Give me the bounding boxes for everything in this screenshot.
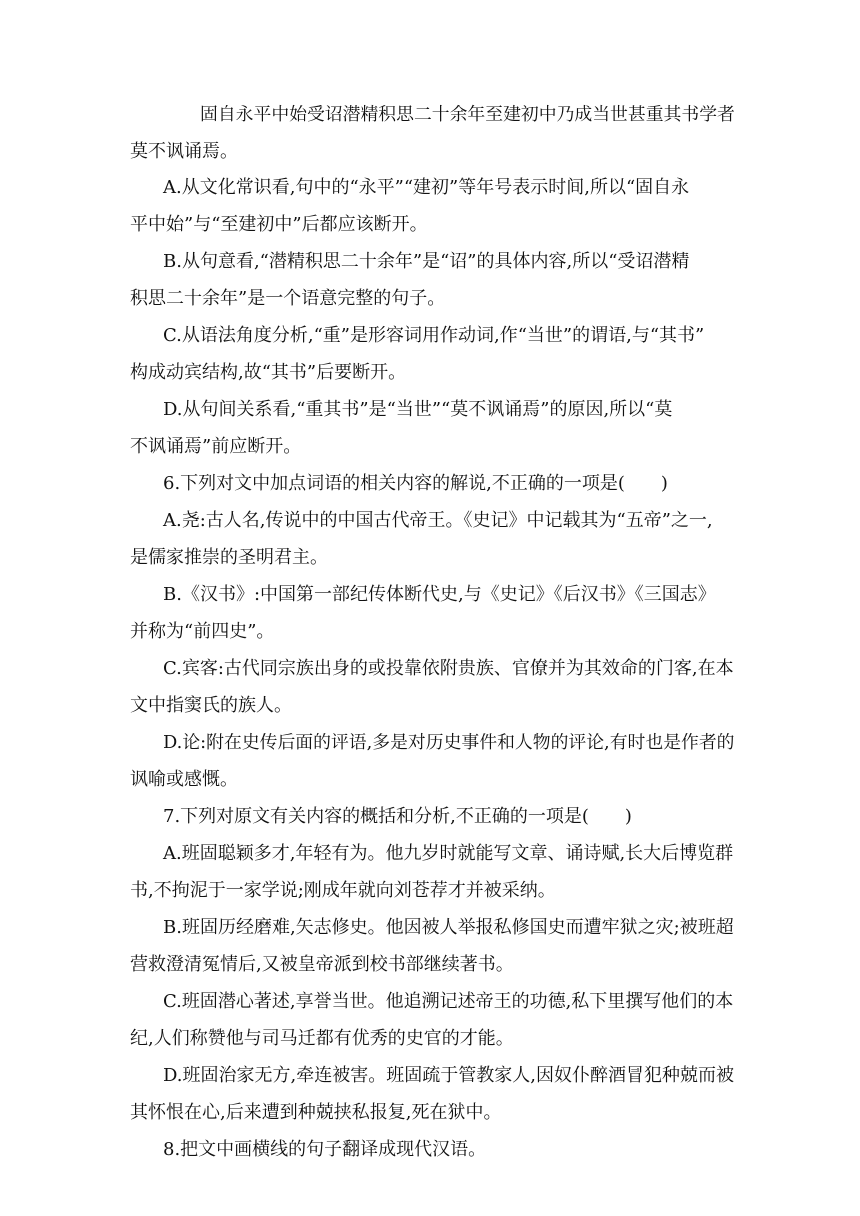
q8-stem-line bbox=[0, 1134, 860, 1166]
q6-option-d-text-1: D.论:附在史传后面的评语,多是对历史事件和人物的评论,有时也是作者的 bbox=[163, 732, 735, 753]
q5-option-d-line-1 bbox=[0, 394, 860, 426]
q6-option-b-text-1: B.《汉书》:中国第一部纪传体断代史,与《史记》《后汉书》《三国志》 bbox=[163, 584, 716, 605]
q6-option-c-text-2: 文中指窦氏的族人。 bbox=[130, 695, 292, 716]
q7-option-c-line-1 bbox=[0, 986, 860, 1018]
q5-option-b-text-2: 积思二十余年”是一个语意完整的句子。 bbox=[130, 288, 446, 309]
q7-option-b-text-2: 营救澄清冤情后,又被皇帝派到校书部继续著书。 bbox=[130, 954, 514, 975]
q7-option-d-text-2: 其怀恨在心,后来遭到种兢挟私报复,死在狱中。 bbox=[130, 1102, 502, 1123]
q6-option-a-line-1 bbox=[0, 505, 860, 537]
q5-option-d-line-2 bbox=[0, 431, 860, 463]
q5-option-a-text-1: A.从文化常识看,句中的“永平”“建初”等年号表示时间,所以“固自永 bbox=[163, 177, 690, 198]
q6-stem: 6.下列对文中加点词语的相关内容的解说,不正确的一项是( ) bbox=[163, 473, 668, 494]
q7-stem-line bbox=[0, 801, 860, 833]
q6-option-d-line-1 bbox=[0, 727, 860, 759]
q5-option-b-line-1 bbox=[0, 246, 860, 278]
passage-line-1 bbox=[0, 99, 860, 131]
q6-option-c-line-1 bbox=[0, 653, 860, 685]
q6-option-a-text-2: 是儒家推崇的圣明君主。 bbox=[130, 547, 328, 568]
q6-option-d-text-2: 讽喻或感慨。 bbox=[130, 769, 238, 790]
q6-option-b-text-2: 并称为“前四史”。 bbox=[130, 621, 275, 642]
q7-option-b-line-2 bbox=[0, 949, 860, 981]
q6-option-d-line-2 bbox=[0, 764, 860, 796]
q8-stem: 8.把文中画横线的句子翻译成现代汉语。 bbox=[163, 1139, 487, 1160]
q7-option-a-line-1 bbox=[0, 838, 860, 870]
q7-stem: 7.下列对原文有关内容的概括和分析,不正确的一项是( ) bbox=[163, 806, 632, 827]
q7-option-a-text-2: 书,不拘泥于一家学说;刚成年就向刘苍荐才并被采纳。 bbox=[130, 880, 556, 901]
q7-option-a-line-2 bbox=[0, 875, 860, 907]
q5-option-b-line-2 bbox=[0, 283, 860, 315]
q5-option-d-text-2: 不讽诵焉”前应断开。 bbox=[130, 436, 302, 457]
q7-option-b-line-1 bbox=[0, 912, 860, 944]
q7-option-c-text-1: C.班固潜心著述,享誉当世。他追溯记述帝王的功德,私下里撰写他们的本 bbox=[163, 991, 734, 1012]
passage-line-2 bbox=[0, 136, 860, 168]
q6-option-c-line-2 bbox=[0, 690, 860, 722]
q6-stem-line bbox=[0, 468, 860, 500]
q5-option-a-text-2: 平中始”与“至建初中”后都应该断开。 bbox=[130, 214, 428, 235]
q5-option-a-line-1 bbox=[0, 172, 860, 204]
q7-option-c-text-2: 纪,人们称赞他与司马迁都有优秀的史官的才能。 bbox=[130, 1028, 514, 1049]
q6-option-c-text-1: C.宾客:古代同宗族出身的或投靠依附贵族、官僚并为其效命的门客,在本 bbox=[163, 658, 734, 679]
passage-text-1: 固自永平中始受诏潜精积思二十余年至建初中乃成当世甚重其书学者 bbox=[200, 104, 735, 125]
q7-option-d-text-1: D.班固治家无方,牵连被害。班固疏于管教家人,因奴仆醉酒冒犯种兢而被 bbox=[163, 1065, 734, 1086]
q5-option-c-line-2 bbox=[0, 357, 860, 389]
passage-text-2: 莫不讽诵焉。 bbox=[130, 141, 238, 162]
q5-option-b-text-1: B.从句意看,“潜精积思二十余年”是“诏”的具体内容,所以“受诏潜精 bbox=[163, 251, 690, 272]
q5-option-c-text-2: 构成动宾结构,故“其书”后要断开。 bbox=[130, 362, 407, 383]
q5-option-d-text-1: D.从句间关系看,“重其书”是“当世”“莫不讽诵焉”的原因,所以“莫 bbox=[163, 399, 673, 420]
q7-option-d-line-2 bbox=[0, 1097, 860, 1129]
q5-option-c-line-1 bbox=[0, 320, 860, 352]
q6-option-b-line-2 bbox=[0, 616, 860, 648]
q7-option-b-text-1: B.班固历经磨难,矢志修史。他因被人举报私修国史而遭牢狱之灾;被班超 bbox=[163, 917, 734, 938]
q7-option-a-text-1: A.班固聪颖多才,年轻有为。他九岁时就能写文章、诵诗赋,长大后博览群 bbox=[163, 843, 734, 864]
q6-option-b-line-1 bbox=[0, 579, 860, 611]
q6-option-a-text-1: A.尧:古人名,传说中的中国古代帝王。《史记》中记载其为“五帝”之一, bbox=[163, 510, 713, 531]
q5-option-a-line-2 bbox=[0, 209, 860, 241]
q7-option-c-line-2 bbox=[0, 1023, 860, 1055]
q6-option-a-line-2 bbox=[0, 542, 860, 574]
q5-option-c-text-1: C.从语法角度分析,“重”是形容词用作动词,作“当世”的谓语,与“其书” bbox=[163, 325, 705, 346]
q7-option-d-line-1 bbox=[0, 1060, 860, 1092]
